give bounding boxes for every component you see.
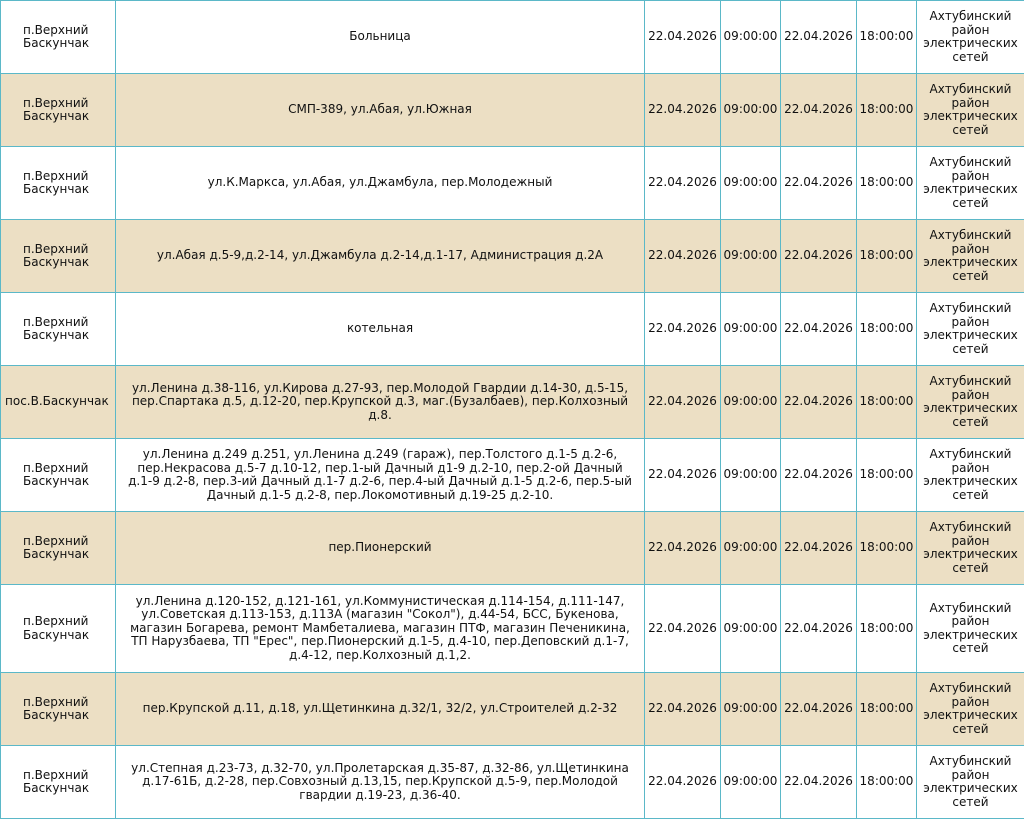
organization-cell: Ахтубинский район электрических сетей (917, 147, 1024, 220)
address-cell: ул.Степная д.23-73, д.32-70, ул.Пролетарская д.35-87, д.32-86, ул.Щетинкина д.17-61Б, д.2-28, пер.Совхозный д.13,15, пер.Крупской д.5-9, пер.Молодой гвардии д.19-23, д.36-40. (116, 746, 645, 819)
settlement-cell: п.Верхний Баскунчак (1, 293, 116, 366)
start-time-cell: 09:00:00 (721, 293, 781, 366)
settlement-cell: п.Верхний Баскунчак (1, 74, 116, 147)
start-date-cell: 22.04.2026 (645, 366, 721, 439)
settlement-cell: п.Верхний Баскунчак (1, 585, 116, 673)
address-cell: пер.Крупской д.11, д.18, ул.Щетинкина д.32/1, 32/2, ул.Строителей д.2-32 (116, 673, 645, 746)
end-time-cell: 18:00:00 (857, 74, 917, 147)
table-row (1, 293, 1024, 366)
end-date-cell: 22.04.2026 (781, 293, 857, 366)
end-date-cell: 22.04.2026 (781, 220, 857, 293)
organization-cell: Ахтубинский район электрических сетей (917, 293, 1024, 366)
start-date-cell: 22.04.2026 (645, 512, 721, 585)
settlement-cell: п.Верхний Баскунчак (1, 439, 116, 512)
end-date-cell: 22.04.2026 (781, 512, 857, 585)
settlement-cell: п.Верхний Баскунчак (1, 673, 116, 746)
table-row (1, 74, 1024, 147)
start-time-cell: 09:00:00 (721, 585, 781, 673)
organization-cell: Ахтубинский район электрических сетей (917, 1, 1024, 74)
organization-cell: Ахтубинский район электрических сетей (917, 512, 1024, 585)
start-time-cell: 09:00:00 (721, 220, 781, 293)
end-date-cell: 22.04.2026 (781, 1, 857, 74)
end-time-cell: 18:00:00 (857, 585, 917, 673)
start-time-cell: 09:00:00 (721, 673, 781, 746)
organization-cell: Ахтубинский район электрических сетей (917, 366, 1024, 439)
end-time-cell: 18:00:00 (857, 1, 917, 74)
address-cell: ул.Ленина д.38-116, ул.Кирова д.27-93, пер.Молодой Гвардии д.14-30, д.5-15, пер.Спартака д.5, д.12-20, пер.Крупской д.3, маг.(Бузалбаев), пер.Колхозный д.8. (116, 366, 645, 439)
table-row (1, 746, 1024, 819)
end-time-cell: 18:00:00 (857, 439, 917, 512)
table-row (1, 220, 1024, 293)
start-date-cell: 22.04.2026 (645, 1, 721, 74)
end-time-cell: 18:00:00 (857, 220, 917, 293)
end-date-cell: 22.04.2026 (781, 673, 857, 746)
start-date-cell: 22.04.2026 (645, 74, 721, 147)
address-cell: ул.Ленина д.249 д.251, ул.Ленина д.249 (гараж), пер.Толстого д.1-5 д.2-6, пер.Некрасова д.5-7 д.10-12, пер.1-ый Дачный д1-9 д.2-10, пер.2-ой Дачный д.1-9 д.2-8, пер.3-ий Дачный д.1-7 д.2-6, пер.4-ый Дачный д.1-5 д.2-6, пер.5-ый Дачный д.1-5 д.2-8, пер.Локомотивный д.19-25 д.2-10. (116, 439, 645, 512)
end-time-cell: 18:00:00 (857, 366, 917, 439)
address-cell: котельная (116, 293, 645, 366)
end-date-cell: 22.04.2026 (781, 746, 857, 819)
start-time-cell: 09:00:00 (721, 366, 781, 439)
address-cell: пер.Пионерский (116, 512, 645, 585)
organization-cell: Ахтубинский район электрических сетей (917, 439, 1024, 512)
address-cell: ул.Абая д.5-9,д.2-14, ул.Джамбула д.2-14,д.1-17, Администрация д.2А (116, 220, 645, 293)
address-cell: СМП-389, ул.Абая, ул.Южная (116, 74, 645, 147)
end-time-cell: 18:00:00 (857, 147, 917, 220)
table-row (1, 673, 1024, 746)
start-date-cell: 22.04.2026 (645, 585, 721, 673)
table-row (1, 439, 1024, 512)
end-time-cell: 18:00:00 (857, 673, 917, 746)
start-date-cell: 22.04.2026 (645, 439, 721, 512)
address-cell: ул.К.Маркса, ул.Абая, ул.Джамбула, пер.Молодежный (116, 147, 645, 220)
table-row (1, 147, 1024, 220)
start-date-cell: 22.04.2026 (645, 220, 721, 293)
start-time-cell: 09:00:00 (721, 1, 781, 74)
address-cell: Больница (116, 1, 645, 74)
settlement-cell: пос.В.Баскунчак (1, 366, 116, 439)
settlement-cell: п.Верхний Баскунчак (1, 746, 116, 819)
settlement-cell: п.Верхний Баскунчак (1, 512, 116, 585)
end-date-cell: 22.04.2026 (781, 585, 857, 673)
end-date-cell: 22.04.2026 (781, 439, 857, 512)
start-date-cell: 22.04.2026 (645, 673, 721, 746)
end-time-cell: 18:00:00 (857, 512, 917, 585)
settlement-cell: п.Верхний Баскунчак (1, 147, 116, 220)
end-time-cell: 18:00:00 (857, 293, 917, 366)
table-row (1, 512, 1024, 585)
start-time-cell: 09:00:00 (721, 439, 781, 512)
end-date-cell: 22.04.2026 (781, 147, 857, 220)
organization-cell: Ахтубинский район электрических сетей (917, 673, 1024, 746)
organization-cell: Ахтубинский район электрических сетей (917, 585, 1024, 673)
start-time-cell: 09:00:00 (721, 74, 781, 147)
start-date-cell: 22.04.2026 (645, 293, 721, 366)
address-cell: ул.Ленина д.120-152, д.121-161, ул.Коммунистическая д.114-154, д.111-147, ул.Советская д.113-153, д.113А (магазин "Сокол"), д.44-54, БСС, Букенова, магазин Богарева, ремонт Мамбеталиева, магазин ПТФ, магазин Печеникина, ТП Нарузбаева, ТП "Ерес", пер.Пионерский д.1-5, д.4-10, пер.Деповский д.1-7, д.4-12, пер.Колхозный д.1,2. (116, 585, 645, 673)
start-time-cell: 09:00:00 (721, 512, 781, 585)
table-row (1, 585, 1024, 673)
table-row (1, 366, 1024, 439)
organization-cell: Ахтубинский район электрических сетей (917, 74, 1024, 147)
settlement-cell: п.Верхний Баскунчак (1, 1, 116, 74)
organization-cell: Ахтубинский район электрических сетей (917, 746, 1024, 819)
start-time-cell: 09:00:00 (721, 746, 781, 819)
organization-cell: Ахтубинский район электрических сетей (917, 220, 1024, 293)
start-date-cell: 22.04.2026 (645, 746, 721, 819)
start-date-cell: 22.04.2026 (645, 147, 721, 220)
table-row (1, 1, 1024, 74)
end-date-cell: 22.04.2026 (781, 74, 857, 147)
end-date-cell: 22.04.2026 (781, 366, 857, 439)
start-time-cell: 09:00:00 (721, 147, 781, 220)
end-time-cell: 18:00:00 (857, 746, 917, 819)
settlement-cell: п.Верхний Баскунчак (1, 220, 116, 293)
